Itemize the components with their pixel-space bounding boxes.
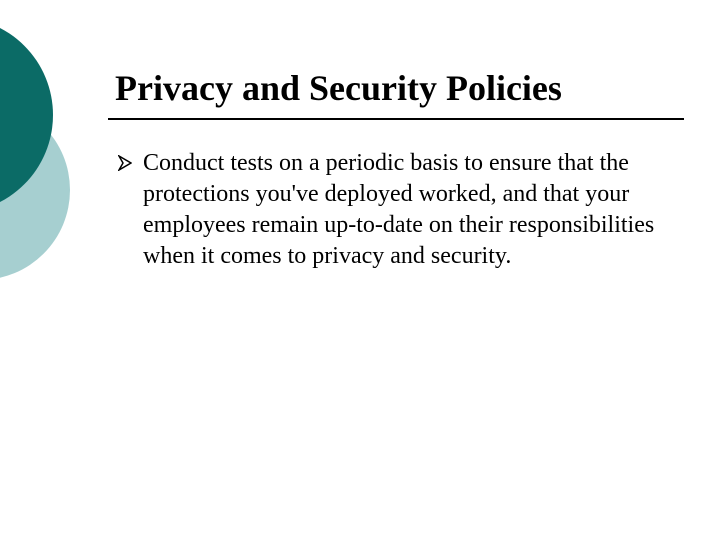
decorative-circles-graphic — [0, 0, 80, 300]
arrowhead-bullet-icon — [118, 155, 132, 171]
bullet-list — [118, 148, 684, 272]
slide-title: Privacy and Security Policies — [115, 68, 562, 108]
title-underline — [108, 118, 684, 120]
bullet-text: Conduct tests on a periodic basis to ensure that the protections you've deployed worked, and that your employees remain up-to-date on their responsibilities when it comes to privacy and security. — [143, 150, 655, 269]
bullet-item — [118, 148, 684, 272]
